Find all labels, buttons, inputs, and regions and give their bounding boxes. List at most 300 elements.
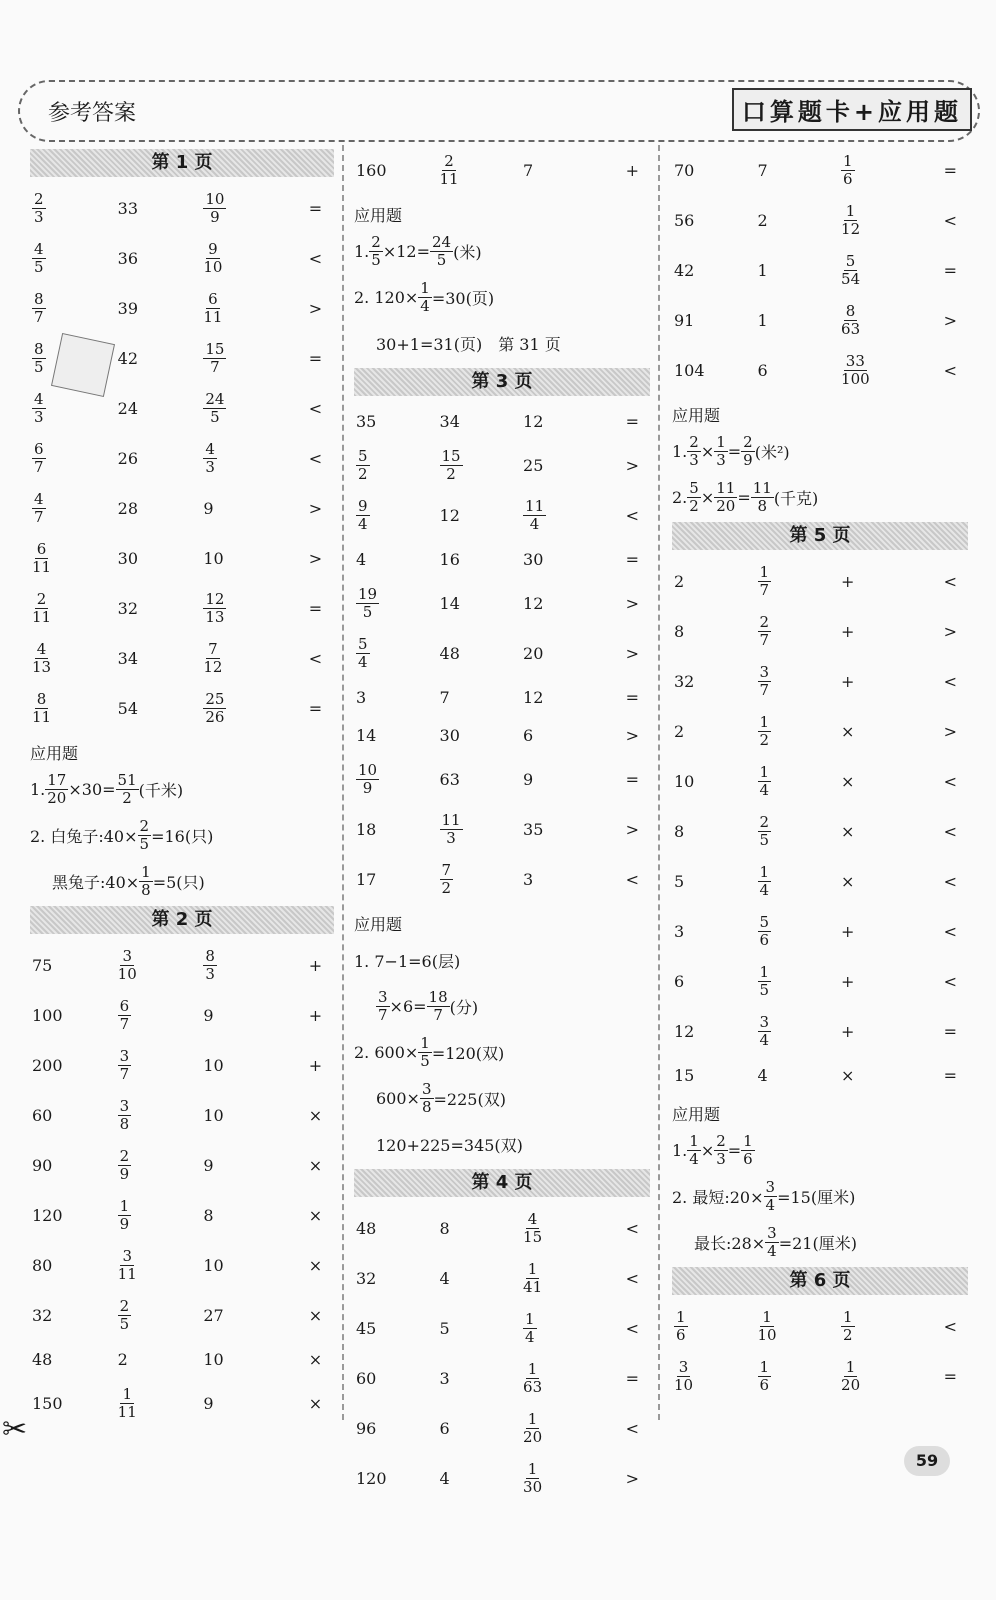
answer-cell bbox=[279, 499, 342, 518]
numerator: 1 bbox=[759, 963, 770, 981]
text-part: = bbox=[625, 411, 639, 431]
numerator: 3 bbox=[765, 1178, 776, 1196]
word-problem-heading: 应用题 bbox=[354, 206, 403, 225]
denominator: 6 bbox=[759, 1375, 770, 1394]
answer-cell bbox=[108, 1350, 194, 1369]
text-part: < bbox=[625, 869, 639, 889]
fraction bbox=[764, 1179, 778, 1213]
answer-row bbox=[22, 1140, 342, 1190]
answer-cell bbox=[597, 506, 658, 525]
answer-cell bbox=[831, 1359, 915, 1393]
word-problem-heading: 应用题 bbox=[354, 915, 403, 934]
denominator: 2 bbox=[843, 1325, 853, 1344]
answer-cell bbox=[748, 1066, 832, 1085]
denominator: 10 bbox=[674, 1375, 694, 1394]
numerator: 1 bbox=[527, 1260, 538, 1278]
answer-cell bbox=[915, 1022, 976, 1041]
text-part: 2. bbox=[672, 487, 688, 507]
answer-cell bbox=[831, 303, 915, 337]
denominator: 13 bbox=[32, 657, 52, 676]
fraction bbox=[523, 1411, 542, 1445]
fraction bbox=[118, 1248, 137, 1282]
answer-cell bbox=[430, 412, 514, 431]
text-part: < bbox=[943, 1316, 957, 1336]
text-part: × bbox=[308, 1105, 323, 1125]
text-part: + bbox=[308, 1055, 323, 1075]
numerator: 3 bbox=[421, 1080, 432, 1098]
fraction bbox=[758, 714, 772, 748]
answer-cell bbox=[831, 353, 915, 387]
answer-cell bbox=[346, 412, 430, 431]
answer-cell bbox=[346, 688, 430, 707]
answer-cell bbox=[346, 1219, 430, 1238]
numerator: 8 bbox=[845, 302, 856, 320]
answer-cell bbox=[664, 922, 748, 941]
answer-cell bbox=[664, 722, 748, 741]
text-part: 6 bbox=[523, 725, 534, 745]
text-part: 48 bbox=[439, 643, 460, 663]
answer-cell bbox=[915, 822, 976, 841]
section-header: 第 3 页 bbox=[354, 368, 650, 396]
answer-cell bbox=[748, 1309, 832, 1343]
answer-cell bbox=[279, 249, 342, 268]
answer-row bbox=[22, 683, 342, 733]
text-part: = bbox=[737, 487, 751, 507]
answer-cell bbox=[664, 261, 748, 280]
text-part: 120+225=345(双) bbox=[376, 1135, 523, 1155]
text-part: > bbox=[308, 548, 323, 568]
answer-cell bbox=[279, 549, 342, 568]
fraction bbox=[674, 1309, 688, 1343]
solution-line bbox=[30, 860, 342, 902]
denominator: 5 bbox=[420, 1051, 430, 1070]
answer-cell bbox=[513, 726, 597, 745]
answer-cell bbox=[430, 726, 514, 745]
answer-row bbox=[22, 940, 342, 990]
answer-cell bbox=[346, 550, 430, 569]
text-part: 2. 600× bbox=[354, 1042, 419, 1062]
denominator: 15 bbox=[523, 1227, 543, 1246]
text-part: =16(只) bbox=[151, 826, 214, 846]
text-part: ×30= bbox=[68, 779, 116, 799]
answer-cell bbox=[108, 399, 194, 418]
answer-cell bbox=[915, 1317, 976, 1336]
fraction bbox=[841, 203, 860, 237]
fraction bbox=[741, 1133, 755, 1167]
answer-cell bbox=[430, 550, 514, 569]
numerator: 8 bbox=[36, 690, 47, 708]
numerator: 1 bbox=[122, 1385, 132, 1403]
answer-row bbox=[346, 1353, 658, 1403]
numerator: 11 bbox=[525, 497, 545, 515]
answer-cell bbox=[193, 549, 279, 568]
answer-cell bbox=[664, 772, 748, 791]
answer-row bbox=[664, 295, 976, 345]
answer-cell bbox=[193, 1306, 279, 1325]
answer-row bbox=[664, 906, 976, 956]
answer-cell bbox=[513, 820, 597, 839]
denominator: 4 bbox=[759, 1030, 770, 1049]
answer-row bbox=[346, 678, 658, 716]
answer-cell bbox=[193, 1106, 279, 1125]
denominator: 4 bbox=[358, 514, 368, 533]
answer-cell bbox=[513, 688, 597, 707]
numerator: 17 bbox=[47, 771, 67, 789]
answer-row bbox=[22, 433, 342, 483]
text-part: 8 bbox=[674, 621, 685, 641]
text-part: × bbox=[308, 1255, 323, 1275]
fraction bbox=[440, 153, 459, 187]
text-part: 2 bbox=[674, 721, 685, 741]
answer-row bbox=[22, 633, 342, 683]
denominator: 11 bbox=[32, 607, 52, 626]
text-part: 5 bbox=[674, 871, 685, 891]
answer-row bbox=[22, 483, 342, 533]
text-part: 7 bbox=[439, 687, 450, 707]
answer-cell bbox=[597, 1219, 658, 1238]
text-part: 1. bbox=[354, 241, 370, 261]
denominator: 12 bbox=[203, 657, 223, 676]
fraction bbox=[118, 1048, 132, 1082]
text-part: 120 bbox=[356, 1468, 387, 1488]
numerator: 9 bbox=[358, 497, 368, 515]
answer-cell bbox=[22, 1006, 108, 1025]
text-part: < bbox=[308, 248, 323, 268]
text-part: < bbox=[625, 1418, 639, 1438]
answer-cell bbox=[346, 1369, 430, 1388]
numerator: 1 bbox=[420, 1034, 430, 1052]
text-part: 60 bbox=[356, 1368, 377, 1388]
answer-cell bbox=[915, 311, 976, 330]
denominator: 3 bbox=[34, 207, 44, 226]
denominator: 3 bbox=[205, 457, 215, 476]
text-part: 56 bbox=[674, 210, 695, 230]
text-part: < bbox=[943, 771, 957, 791]
answer-row bbox=[22, 1090, 342, 1140]
fraction bbox=[430, 234, 453, 268]
column-1 bbox=[22, 145, 344, 1420]
fraction bbox=[841, 1309, 855, 1343]
answer-cell bbox=[748, 211, 832, 230]
numerator: 2 bbox=[371, 233, 381, 251]
numerator: 10 bbox=[358, 761, 378, 779]
text-part: 18 bbox=[356, 819, 377, 839]
numerator: 3 bbox=[122, 947, 132, 965]
fraction bbox=[841, 1359, 860, 1393]
text-part: 32 bbox=[356, 1268, 377, 1288]
text-part: 2 bbox=[757, 210, 768, 230]
text-part: > bbox=[308, 298, 323, 318]
numerator: 1 bbox=[762, 1308, 772, 1326]
numerator: 1 bbox=[759, 863, 770, 881]
fraction bbox=[418, 1035, 432, 1069]
numerator: 11 bbox=[441, 811, 461, 829]
answer-cell bbox=[915, 622, 976, 641]
denominator: 5 bbox=[759, 830, 770, 849]
numerator: 33 bbox=[845, 352, 865, 370]
text-part: 1. 7−1=6(层) bbox=[354, 951, 461, 971]
answer-cell bbox=[193, 499, 279, 518]
answer-row bbox=[664, 1056, 976, 1094]
numerator: 1 bbox=[676, 1308, 686, 1326]
text-part: < bbox=[943, 210, 957, 230]
answer-cell bbox=[22, 391, 108, 425]
denominator: 20 bbox=[47, 788, 67, 807]
answer-cell bbox=[22, 291, 108, 325]
answer-row bbox=[664, 756, 976, 806]
fraction bbox=[420, 1081, 434, 1115]
denominator: 5 bbox=[210, 407, 220, 426]
denominator: 26 bbox=[205, 707, 225, 726]
text-part: 4 bbox=[757, 1065, 768, 1085]
answer-cell bbox=[831, 672, 915, 691]
numerator: 25 bbox=[205, 690, 225, 708]
text-part: 96 bbox=[356, 1418, 377, 1438]
answer-cell bbox=[831, 153, 915, 187]
numerator: 4 bbox=[34, 390, 44, 408]
text-part: 10 bbox=[203, 1105, 224, 1125]
answer-cell bbox=[748, 564, 832, 598]
text-part: 28 bbox=[117, 498, 139, 518]
denominator: 7 bbox=[34, 307, 44, 326]
numerator: 1 bbox=[527, 1360, 538, 1378]
denominator: 7 bbox=[759, 630, 770, 649]
answer-cell bbox=[346, 1469, 430, 1488]
denominator: 11 bbox=[203, 307, 223, 326]
fraction bbox=[523, 1361, 542, 1395]
numerator: 51 bbox=[117, 771, 137, 789]
fraction bbox=[440, 812, 463, 846]
fraction bbox=[427, 989, 450, 1023]
text-part: 12 bbox=[523, 593, 544, 613]
text-part: =15(厘米) bbox=[777, 1187, 856, 1207]
text-part: 63 bbox=[439, 769, 460, 789]
answer-row bbox=[664, 856, 976, 906]
numerator: 4 bbox=[34, 490, 44, 508]
answer-cell bbox=[430, 688, 514, 707]
answer-cell bbox=[193, 1156, 279, 1175]
text-part: 32 bbox=[32, 1305, 53, 1325]
answer-cell bbox=[279, 399, 342, 418]
answer-cell bbox=[346, 161, 430, 180]
text-part: = bbox=[625, 687, 639, 707]
denominator: 7 bbox=[210, 357, 220, 376]
answer-cell bbox=[193, 1006, 279, 1025]
text-part: 12 bbox=[523, 411, 544, 431]
text-part: 14 bbox=[439, 593, 460, 613]
answer-cell bbox=[597, 1419, 658, 1438]
answer-cell bbox=[108, 499, 194, 518]
numerator: 1 bbox=[525, 1310, 535, 1328]
denominator: 5 bbox=[34, 257, 44, 276]
answer-cell bbox=[193, 691, 279, 725]
fraction bbox=[758, 864, 772, 898]
answer-cell bbox=[193, 191, 279, 225]
numerator: 11 bbox=[752, 479, 772, 497]
text-part: = bbox=[625, 549, 639, 569]
denominator: 9 bbox=[743, 450, 753, 469]
text-part: > bbox=[625, 819, 639, 839]
solution-line bbox=[354, 322, 658, 364]
answer-cell bbox=[748, 964, 832, 998]
answer-cell bbox=[22, 541, 108, 575]
solution-line bbox=[354, 230, 658, 272]
answer-cell bbox=[22, 1156, 108, 1175]
text-part: 17 bbox=[356, 869, 377, 889]
text-part: 160 bbox=[356, 160, 387, 180]
solution-line bbox=[354, 939, 658, 981]
text-part: 12 bbox=[523, 687, 544, 707]
denominator: 63 bbox=[523, 1377, 543, 1396]
numerator: 3 bbox=[767, 1224, 777, 1242]
answer-row bbox=[664, 806, 976, 856]
text-part: < bbox=[625, 1318, 639, 1338]
fraction bbox=[369, 234, 383, 268]
answer-cell bbox=[513, 770, 597, 789]
denominator: 5 bbox=[362, 602, 373, 621]
answer-cell bbox=[22, 591, 108, 625]
answer-cell bbox=[664, 622, 748, 641]
word-problem-heading: 应用题 bbox=[672, 1105, 721, 1124]
text-part: 39 bbox=[117, 298, 139, 318]
numerator: 5 bbox=[689, 479, 699, 497]
text-part: 7 bbox=[523, 160, 534, 180]
numerator: 1 bbox=[843, 152, 853, 170]
fraction bbox=[687, 434, 701, 468]
fraction bbox=[758, 664, 772, 698]
answer-row bbox=[664, 245, 976, 295]
answer-cell bbox=[279, 1306, 342, 1325]
answer-cell bbox=[597, 161, 658, 180]
solution-line bbox=[354, 276, 658, 318]
fraction bbox=[118, 1198, 132, 1232]
answer-cell bbox=[748, 614, 832, 648]
text-part: 36 bbox=[117, 248, 139, 268]
text-part: × bbox=[841, 721, 855, 741]
text-part: 1 bbox=[757, 310, 768, 330]
answer-cell bbox=[22, 1106, 108, 1125]
solution-line bbox=[354, 1031, 658, 1073]
denominator: 3 bbox=[716, 450, 726, 469]
answer-cell bbox=[597, 1269, 658, 1288]
answer-row bbox=[22, 283, 342, 333]
text-part: + bbox=[841, 621, 855, 641]
answer-cell bbox=[513, 1411, 597, 1445]
answer-cell bbox=[513, 644, 597, 663]
answer-cell bbox=[748, 311, 832, 330]
numerator: 6 bbox=[119, 997, 130, 1015]
answer-cell bbox=[915, 722, 976, 741]
answer-cell bbox=[108, 1386, 194, 1420]
denominator: 4 bbox=[759, 780, 770, 799]
answer-row bbox=[346, 578, 658, 628]
denominator: 41 bbox=[523, 1277, 543, 1296]
answer-row bbox=[22, 583, 342, 633]
denominator: 9 bbox=[119, 1164, 130, 1183]
answer-row bbox=[22, 383, 342, 433]
text-part: < bbox=[943, 360, 957, 380]
answer-cell bbox=[597, 456, 658, 475]
text-part: 42 bbox=[117, 348, 139, 368]
answer-cell bbox=[513, 161, 597, 180]
answer-cell bbox=[279, 599, 342, 618]
answer-row bbox=[22, 533, 342, 583]
text-part: < bbox=[943, 921, 957, 941]
answer-cell bbox=[193, 1350, 279, 1369]
text-part: (米²) bbox=[754, 442, 790, 462]
text-part: × bbox=[308, 1305, 323, 1325]
answer-cell bbox=[915, 672, 976, 691]
solution-line bbox=[354, 1077, 658, 1119]
fraction bbox=[203, 441, 217, 475]
answer-cell bbox=[193, 1206, 279, 1225]
answer-cell bbox=[22, 191, 108, 225]
answer-cell bbox=[346, 1269, 430, 1288]
answer-cell bbox=[279, 1206, 342, 1225]
text-part: 30 bbox=[439, 725, 460, 745]
answer-cell bbox=[915, 572, 976, 591]
text-part: × bbox=[841, 871, 855, 891]
numerator: 2 bbox=[759, 813, 770, 831]
answer-cell bbox=[108, 549, 194, 568]
answer-cell bbox=[664, 311, 748, 330]
text-part: 12 bbox=[439, 505, 460, 525]
numerator: 1 bbox=[759, 763, 770, 781]
text-part: > bbox=[625, 1468, 639, 1488]
answer-cell bbox=[22, 1256, 108, 1275]
answer-cell bbox=[664, 211, 748, 230]
denominator: 30 bbox=[523, 1477, 543, 1496]
numerator: 3 bbox=[119, 1047, 130, 1065]
answer-row bbox=[22, 1040, 342, 1090]
denominator: 3 bbox=[446, 828, 456, 847]
answer-row bbox=[346, 145, 658, 195]
answer-cell bbox=[513, 550, 597, 569]
text-part: 91 bbox=[674, 310, 695, 330]
text-part: × bbox=[308, 1349, 323, 1369]
answer-cell bbox=[430, 1469, 514, 1488]
fraction bbox=[203, 591, 226, 625]
answer-cell bbox=[346, 726, 430, 745]
answer-cell bbox=[108, 299, 194, 318]
fraction bbox=[203, 948, 217, 982]
solution-line bbox=[30, 814, 342, 856]
answer-cell bbox=[430, 448, 514, 482]
fraction bbox=[32, 491, 46, 525]
text-part: = bbox=[943, 1065, 957, 1085]
text-part: 27 bbox=[203, 1305, 224, 1325]
text-part: ×12= bbox=[382, 241, 430, 261]
numerator: 6 bbox=[36, 540, 47, 558]
answer-cell bbox=[22, 491, 108, 525]
fraction bbox=[523, 1461, 542, 1495]
page-title: 参考答案 bbox=[48, 101, 137, 126]
denominator: 7 bbox=[119, 1014, 130, 1033]
denominator: 4 bbox=[358, 652, 368, 671]
answer-cell bbox=[430, 644, 514, 663]
answer-cell bbox=[513, 456, 597, 475]
fraction bbox=[32, 541, 51, 575]
fraction bbox=[687, 480, 701, 514]
denominator: 63 bbox=[841, 319, 861, 338]
answer-row bbox=[346, 804, 658, 854]
answer-row bbox=[22, 183, 342, 233]
fraction bbox=[674, 1359, 693, 1393]
text-part: = bbox=[727, 441, 742, 461]
fraction bbox=[203, 291, 222, 325]
denominator: 9 bbox=[210, 207, 220, 226]
denominator: 4 bbox=[529, 514, 540, 533]
